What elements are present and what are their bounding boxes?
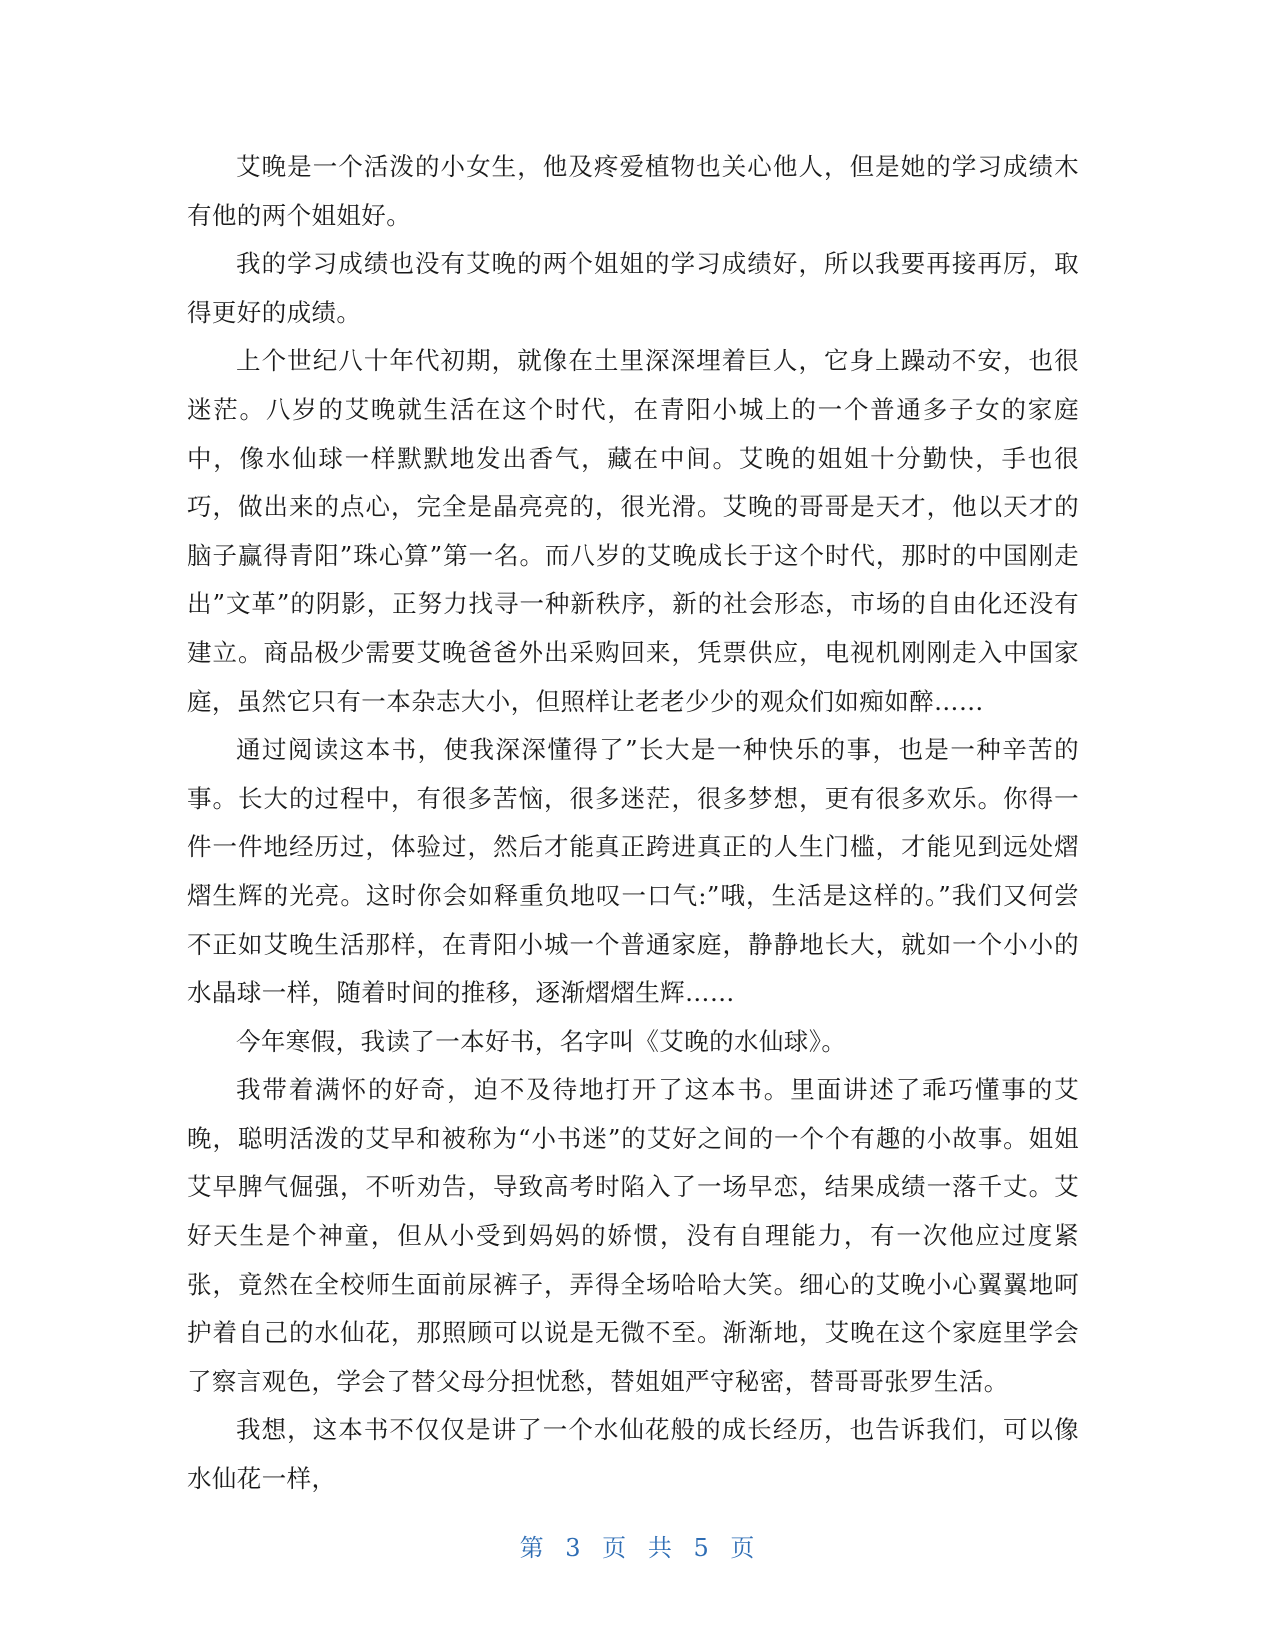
- paragraph: 今年寒假，我读了一本好书，名字叫《艾晚的水仙球》。: [236, 1026, 847, 1056]
- footer-ye-2: 页: [730, 1534, 756, 1562]
- paragraph: 我的学习成绩也没有艾晚的两个姐姐的学习成绩好，所以我要再接再厉，取得更好的成绩。: [187, 249, 1079, 327]
- page-footer: [0, 1528, 1275, 1563]
- document-body: [187, 143, 1079, 1504]
- paragraph: 艾晚是一个活泼的小女生，他及疼爱植物也关心他人，但是她的学习成绩木有他的两个姐姐好。: [187, 152, 1079, 230]
- footer-page-total: 5: [693, 1534, 710, 1562]
- paragraph: 上个世纪八十年代初期，就像在土里深深埋着巨人，它身上躁动不安，也很迷茫。八岁的艾晚就生活在这个时代，在青阳小城上的一个普通多子女的家庭中，像水仙球一样默默地发出香气，藏在中间。艾晚的姐姐十分勤快，手也很巧，做出来的点心，完全是晶亮亮的，很光滑。艾晚的哥哥是天才，他以天才的脑子赢得青阳”珠心算”第一名。而八岁的艾晚成长于这个时代，那时的中国刚走出”文革”的阴影，正努力找寻一种新秩序，新的社会形态，市场的自由化还没有建立。商品极少需要艾晚爸爸外出采购回来，凭票供应，电视机刚刚走入中国家庭，虽然它只有一本杂志大小，但照样让老老少少的观众们如痴如醉……: [187, 346, 1079, 716]
- paragraph: 我带着满怀的好奇，迫不及待地打开了这本书。里面讲述了乖巧懂事的艾晚，聪明活泼的艾早和被称为“小书迷”的艾好之间的一个个有趣的小故事。姐姐艾早脾气倔强，不听劝告，导致高考时陷入了一场早恋，结果成绩一落千丈。艾好天生是个神童，但从小受到妈妈的娇惯，没有自理能力，有一次他应过度紧张，竟然在全校师生面前尿裤子，弄得全场哈哈大笑。细心的艾晚小心翼翼地呵护着自己的水仙花，那照顾可以说是无微不至。渐渐地，艾晚在这个家庭里学会了察言观色，学会了替父母分担忧愁，替姐姐严守秘密，替哥哥张罗生活。: [187, 1075, 1079, 1396]
- paragraph: 通过阅读这本书，使我深深懂得了”长大是一种快乐的事，也是一种辛苦的事。长大的过程中，有很多苦恼，很多迷茫，很多梦想，更有很多欢乐。你得一件一件地经历过，体验过，然后才能真正跨进真正的人生门槛，才能见到远处熠熠生辉的光亮。这时你会如释重负地叹一口气:”哦，生活是这样的。”我们又何尝不正如艾晚生活那样，在青阳小城一个普通家庭，静静地长大，就如一个小小的水晶球一样，随着时间的推移，逐渐熠熠生辉……: [187, 735, 1079, 1008]
- footer-di: 第: [519, 1534, 545, 1562]
- footer-ye: 页: [602, 1534, 628, 1562]
- footer-page-current: 3: [565, 1534, 582, 1562]
- footer-gong: 共: [647, 1534, 673, 1562]
- paragraph: 我想，这本书不仅仅是讲了一个水仙花般的成长经历，也告诉我们，可以像水仙花一样，: [187, 1415, 1079, 1494]
